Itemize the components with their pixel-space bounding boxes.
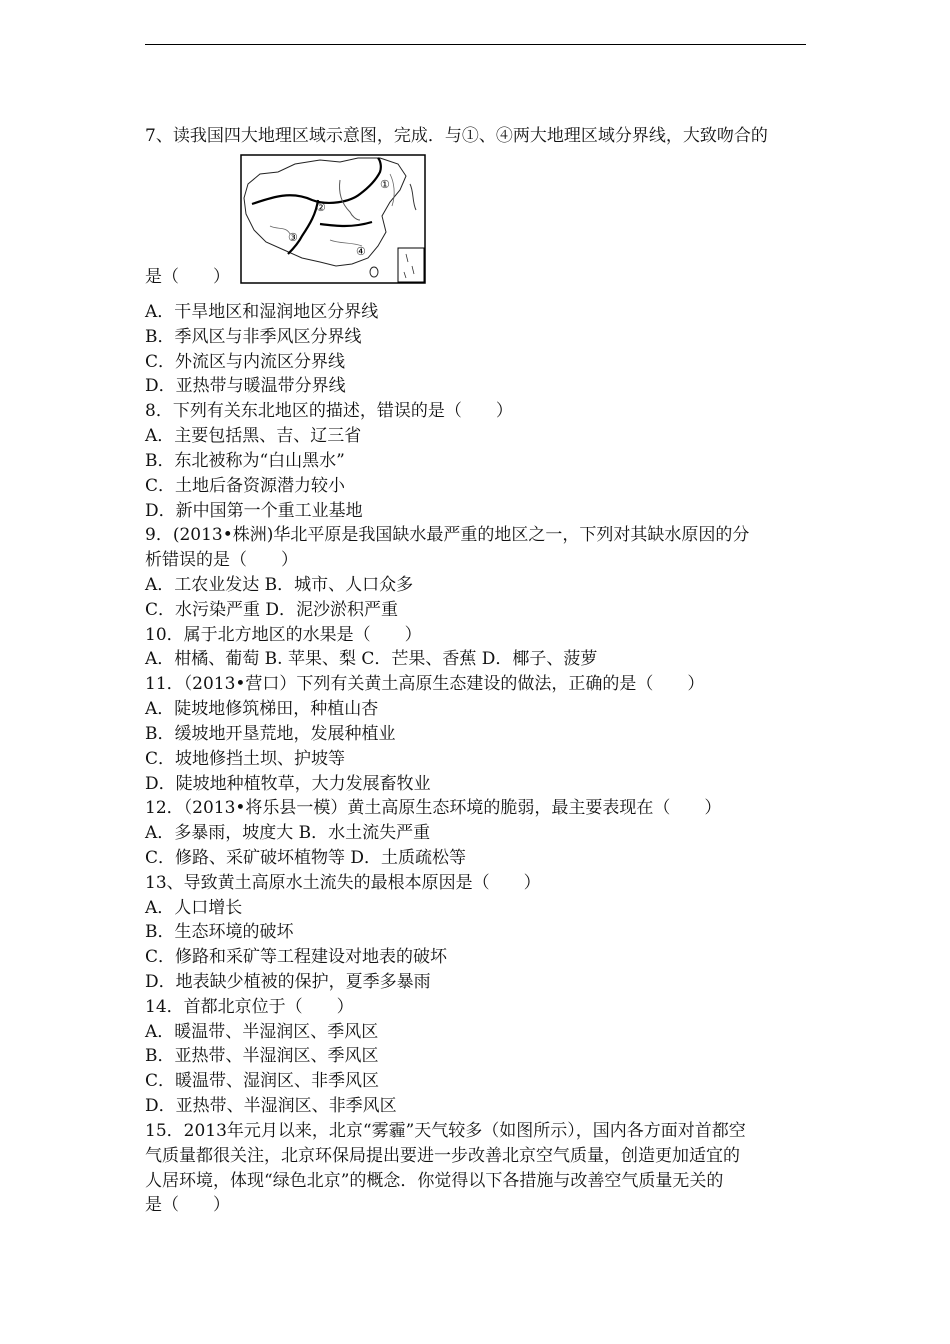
q9-options-ab: A．工农业发达 B．城市、人口众多: [145, 575, 414, 595]
q13-option-d: D．地表缺少植被的保护，夏季多暴雨: [145, 972, 431, 992]
q15-line3: 人居环境，体现“绿色北京”的概念．你觉得以下各措施与改善空气质量无关的: [145, 1171, 724, 1191]
q8-option-a: A．主要包括黑、吉、辽三省: [145, 426, 362, 446]
q12-stem: 12．（2013•将乐县一模）黄土高原生态环境的脆弱，最主要表现在（ ）: [145, 798, 722, 818]
q13-option-c: C．修路和采矿等工程建设对地表的破坏: [145, 947, 448, 967]
china-regions-map: [240, 154, 426, 284]
q14-option-d: D．亚热带、半湿润区、非季风区: [145, 1096, 397, 1116]
q10-stem: 10．属于北方地区的水果是（ ）: [145, 625, 422, 645]
q14-stem: 14．首都北京位于（ ）: [145, 997, 354, 1017]
q8-option-b: B．东北被称为“白山黑水”: [145, 451, 345, 471]
q7-option-c: C．外流区与内流区分界线: [145, 352, 346, 372]
q14-option-b: B．亚热带、半湿润区、季风区: [145, 1046, 379, 1066]
q13-stem: 13、导致黄土高原水土流失的最根本原因是（ ）: [145, 873, 541, 893]
q13-option-a: A．人口增长: [145, 898, 243, 918]
q9-options-cd: C．水污染严重 D．泥沙淤积严重: [145, 600, 399, 620]
q15-line4: 是（ ）: [145, 1195, 230, 1215]
map-label-4: ④: [356, 245, 366, 258]
q15-line2: 气质量都很关注，北京环保局提出要进一步改善北京空气质量，创造更加适宜的: [145, 1146, 740, 1166]
q7-stem: 7、读我国四大地理区域示意图，完成．与①、④两大地理区域分界线，大致吻合的: [145, 126, 768, 146]
q9-stem-line2: 析错误的是（ ）: [145, 550, 298, 570]
q8-option-d: D．新中国第一个重工业基地: [145, 501, 363, 521]
q11-option-a: A．陡坡地修筑梯田，种植山杏: [145, 699, 379, 719]
map-label-3: ③: [288, 231, 298, 244]
q14-option-a: A．暖温带、半湿润区、季风区: [145, 1022, 379, 1042]
q11-stem: 11．（2013•营口）下列有关黄土高原生态建设的做法，正确的是（ ）: [145, 674, 705, 694]
q7-stem-end: 是（ ）: [145, 267, 230, 287]
q10-options: A．柑橘、葡萄 B. 苹果、梨 C．芒果、香蕉 D．椰子、菠萝: [145, 649, 598, 669]
q7-option-a: A．干旱地区和湿润地区分界线: [145, 302, 379, 322]
q11-option-b: B．缓坡地开垦荒地，发展种植业: [145, 724, 396, 744]
map-label-2: ②: [316, 201, 326, 214]
map-label-1: ①: [380, 178, 390, 191]
q8-stem: 8．下列有关东北地区的描述，错误的是（ ）: [145, 401, 513, 421]
q7-option-b: B．季风区与非季风区分界线: [145, 327, 362, 347]
q13-option-b: B．生态环境的破坏: [145, 922, 294, 942]
q11-option-c: C．坡地修挡土坝、护坡等: [145, 749, 346, 769]
q8-option-c: C．土地后备资源潜力较小: [145, 476, 346, 496]
header-rule: [145, 44, 806, 45]
q12-options-ab: A．多暴雨，坡度大 B．水土流失严重: [145, 823, 431, 843]
q11-option-d: D．陡坡地种植牧草，大力发展畜牧业: [145, 774, 431, 794]
q9-stem-line1: 9．(2013•株洲)华北平原是我国缺水最严重的地区之一，下列对其缺水原因的分: [145, 525, 750, 545]
q15-line1: 15．2013年元月以来，北京“雾霾”天气较多（如图所示），国内各方面对首都空: [145, 1121, 746, 1141]
q12-options-cd: C．修路、采矿破坏植物等 D．土质疏松等: [145, 848, 467, 868]
q7-option-d: D．亚热带与暖温带分界线: [145, 376, 346, 396]
q14-option-c: C．暖温带、湿润区、非季风区: [145, 1071, 380, 1091]
